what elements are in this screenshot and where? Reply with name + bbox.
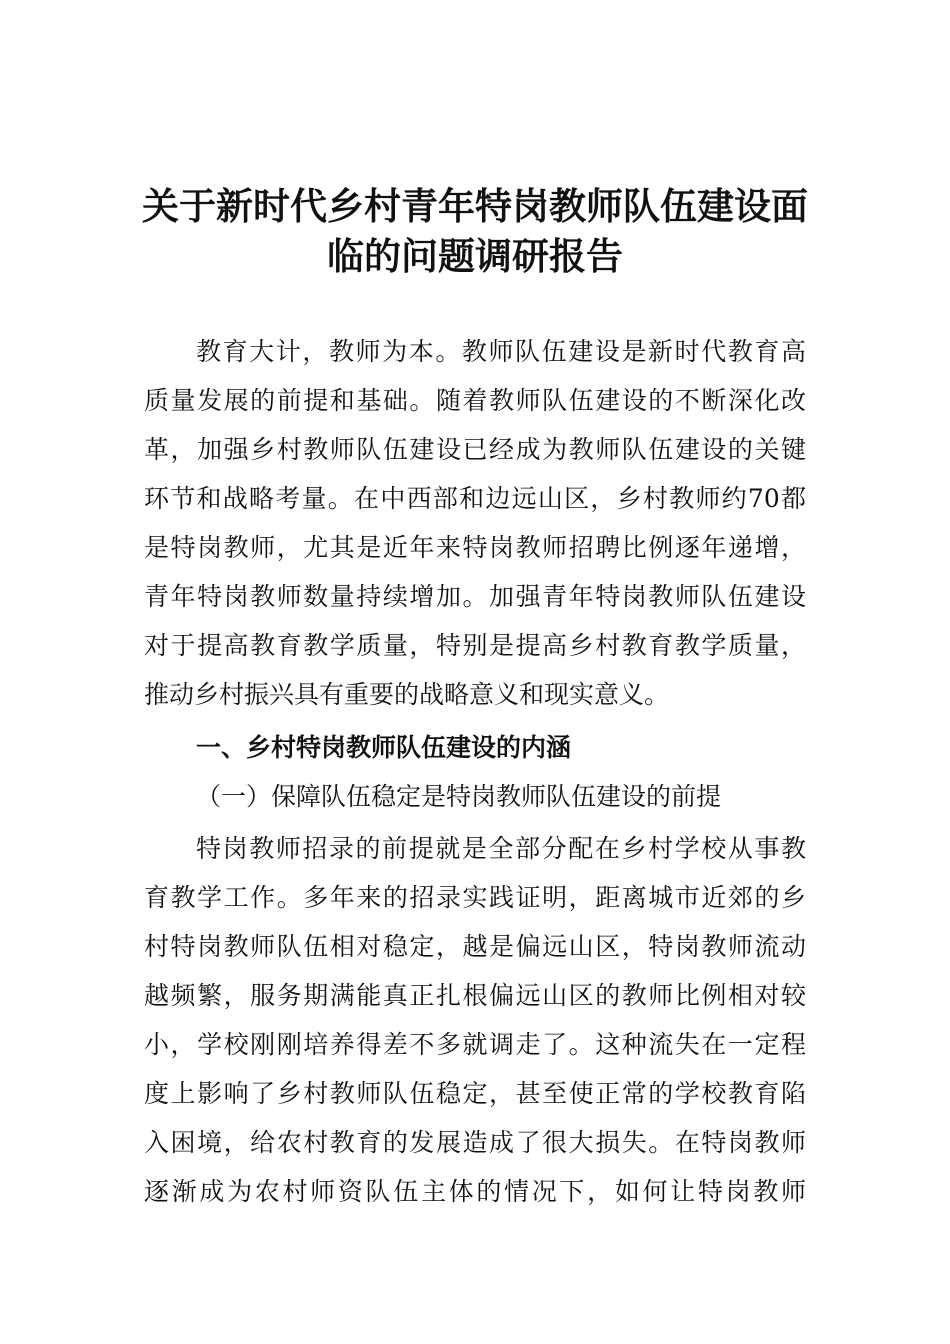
paragraph-2-line: 特岗教师招录的前提就是全部分配在乡村学校从事教 xyxy=(196,834,806,863)
paragraph-2-line: 村特岗教师队伍相对稳定，越是偏远山区，特岗教师流动 xyxy=(144,932,806,961)
document-title-line-2: 临的问题调研报告 xyxy=(327,234,623,278)
paragraph-1-line: 推动乡村振兴具有重要的战略意义和现实意义。 xyxy=(144,680,670,709)
paragraph-1-line: 对于提高教育教学质量，特别是提高乡村教育教学质量， xyxy=(144,631,806,660)
paragraph-1-line: 青年特岗教师数量持续增加。加强青年特岗教师队伍建设 xyxy=(144,582,806,611)
paragraph-1-line: 环节和战略考量。在中西部和边远山区，乡村教师约70都 xyxy=(144,484,806,513)
subsection-heading: （一）保障队伍稳定是特岗教师队伍建设的前提 xyxy=(196,782,722,811)
paragraph-1-line: 是特岗教师，尤其是近年来特岗教师招聘比例逐年递增， xyxy=(144,533,806,562)
paragraph-2-line: 入困境，给农村教育的发展造成了很大损失。在特岗教师 xyxy=(144,1128,806,1157)
paragraph-1-line: 教育大计，教师为本。教师队伍建设是新时代教育高 xyxy=(196,337,806,366)
paragraph-2-line: 度上影响了乡村教师队伍稳定，甚至使正常的学校教育陷 xyxy=(144,1079,806,1108)
section-heading: 一、乡村特岗教师队伍建设的内涵 xyxy=(196,733,572,762)
paragraph-2-line: 小，学校刚刚培养得差不多就调走了。这种流失在一定程 xyxy=(144,1030,806,1059)
paragraph-2-line: 越频繁，服务期满能真正扎根偏远山区的教师比例相对较 xyxy=(144,981,806,1010)
paragraph-2-line: 育教学工作。多年来的招录实践证明，距离城市近郊的乡 xyxy=(144,883,806,912)
paragraph-2-line: 逐渐成为农村师资队伍主体的情况下，如何让特岗教师 xyxy=(144,1177,806,1206)
document-title-line-1: 关于新时代乡村青年特岗教师队伍建设面 xyxy=(142,184,808,228)
paragraph-1-line: 革，加强乡村教师队伍建设已经成为教师队伍建设的关键 xyxy=(144,435,806,464)
paragraph-1-line: 质量发展的前提和基础。随着教师队伍建设的不断深化改 xyxy=(144,386,806,415)
